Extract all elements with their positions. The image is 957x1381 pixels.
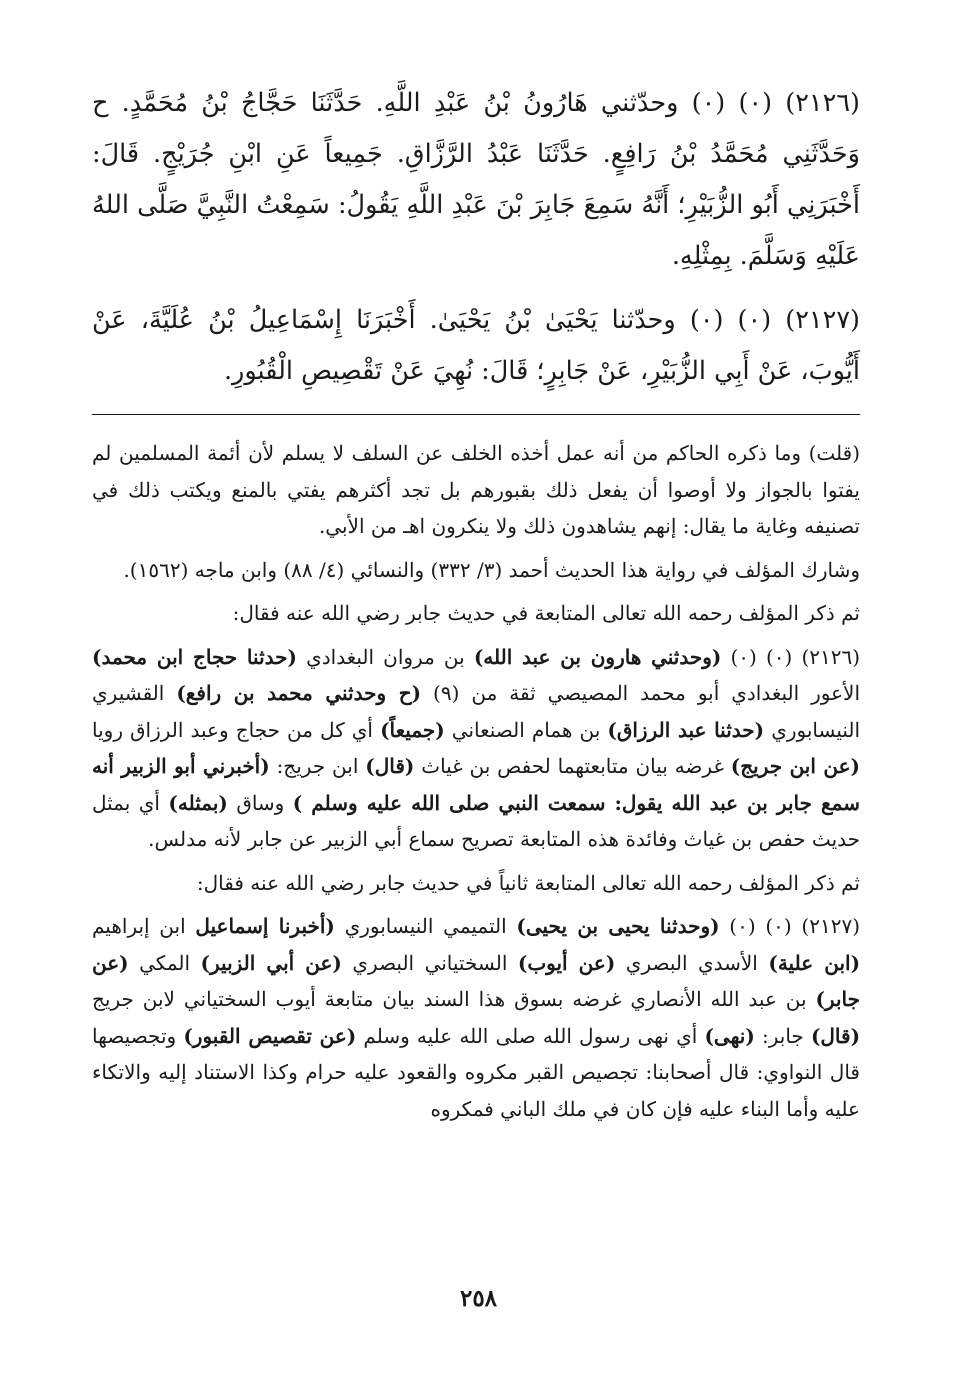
hadith-number: (٢١٢٧) (٠) (٠) — [689, 305, 860, 335]
footnote-divider — [92, 414, 860, 415]
commentary-bold-segment: (حدثنا عبد الرزاق) — [607, 717, 765, 742]
commentary-segment: جابر: — [761, 1023, 804, 1048]
hadith-2127 — [92, 295, 860, 397]
commentary-bold-segment: (عن أيوب) — [517, 950, 616, 975]
commentary-paragraph: ثم ذكر المؤلف رحمه الله تعالى المتابعة ثانياً في حديث جابر رضي الله عنه فقال: — [196, 870, 860, 895]
commentary-bold-segment: (عن ابن جريج) — [730, 754, 860, 778]
commentary-bold-segment: (قال) — [365, 754, 415, 778]
commentary-segment: التميمي النيسابوري — [344, 914, 507, 938]
commentary-segment: بن مروان البغدادي — [306, 644, 465, 669]
commentary-segment: بن همام الصنعاني — [451, 717, 601, 742]
commentary-bold-segment: (عن تقصيص القبور) — [183, 1023, 357, 1048]
commentary-segment: ابن إبراهيم — [92, 914, 186, 938]
commentary-bold-segment: (عن جابر) — [92, 950, 860, 1011]
commentary-segment: بن عبد الله الأنصاري غرضه بسوق هذا السند بيان متابعة أيوب السختياني لابن جريج — [92, 987, 807, 1011]
commentary-paragraph: ثم ذكر المؤلف رحمه الله تعالى المتابعة في حديث جابر رضي الله عنه فقال: — [232, 601, 860, 625]
commentary-segment: وساق — [236, 790, 285, 815]
commentary-bold-segment: (حدثنا حجاج ابن محمد) — [92, 644, 297, 669]
hadith-number: (٢١٢٦) (٠) (٠) — [691, 88, 860, 118]
commentary-segment: المكي — [139, 950, 191, 975]
commentary-paragraph: (قلت) وما ذكره الحاكم من أنه عمل أخذه الخلف عن السلف لا يسلم لأن أئمة المسلمين لم يفتوا بالجواز ولا أوصوا أن يفعل ذلك بقبورهم بل تجد أكثرهم يفتي بالمنع ويكتب ذلك في تصنيفه وغاية ما يقال: إنهم يشاهدون ذلك ولا ينكرون اهـ من الأبي. — [92, 441, 860, 538]
commentary-bold-segment: (نهى) — [704, 1023, 755, 1048]
hadith-text: وحدّثني هَارُونُ بْنُ عَبْدِ اللَّهِ. حَدَّثَنَا حَجَّاجُ بْنُ مُحَمَّدٍ. ح وَحَدَّثَنِي مُحَمَّدُ بْنُ رَافِعٍ. حَدَّثَنَا عَبْدُ الرَّزَّاقِ. جَمِيعاً عَنِ ابْنِ جُرَيْجٍ. قَالَ: أَخْبَرَنِي أَبُو الزُّبَيْرِ؛ أَنَّهُ سَمِعَ جَابِرَ بْنَ عَبْدِ اللَّهِ يَقُولُ: سَمِعْتُ النَّبِيَّ صَلَّى اللهُ عَلَيْهِ وَسَلَّمَ. بِمِثْلِهِ. — [92, 88, 860, 271]
commentary-paragraph — [92, 908, 860, 1127]
commentary-paragraph — [92, 639, 860, 858]
commentary-bold-segment: (وحدثني هارون بن عبد الله) — [473, 644, 722, 669]
commentary-bold-segment: (عن أبي الزبير) — [200, 950, 342, 975]
commentary-segment: (٢١٢٦) (٠) (٠) — [730, 644, 861, 669]
commentary-paragraph: وشارك المؤلف في رواية هذا الحديث أحمد (٣/ ٣٣٢) والنسائي (٤/ ٨٨) وابن ماجه (١٥٦٢). — [123, 557, 860, 582]
commentary-segment: القشيري النيسابوري — [92, 681, 861, 742]
hadith-text: وحدّثنا يَحْيَىٰ بْنُ يَحْيَىٰ. أَخْبَرَنَا إِسْمَاعِيلُ بْنُ عُلَيَّةَ، عَنْ أَيُّوبَ، عَنْ أَبِي الزُّبَيْرِ، عَنْ جَابِرٍ؛ قَالَ: نُهِيَ عَنْ تَقْصِيصِ الْقُبُورِ. — [92, 305, 860, 386]
commentary-segment: وتجصيصها قال النواوي: قال أصحابنا: تجصيص القبر مكروه والقعود عليه حرام وكذا الاستناد إليه والاتكاء عليه وأما البناء عليه فإن كان في ملك الباني فمكروه — [92, 1023, 860, 1121]
commentary-segment: السختياني البصري — [352, 950, 508, 975]
hadith-2126 — [92, 78, 860, 282]
page-content — [92, 78, 860, 1134]
commentary-bold-segment: (ابن علية) — [768, 950, 861, 975]
commentary-segment: أي نهى رسول الله صلى الله عليه وسلم — [363, 1023, 698, 1048]
commentary-segment: غرضه بيان متابعتهما لحفص بن غياث — [421, 754, 724, 778]
commentary-segment: الأسدي البصري — [625, 950, 758, 975]
commentary-bold-segment: (ح وحدثني محمد بن رافع) — [176, 681, 422, 705]
commentary-bold-segment: (وحدثنا يحيى بن يحيى) — [516, 914, 720, 938]
commentary-bold-segment: (بمثله) — [168, 790, 228, 815]
commentary-segment: الأعور البغدادي أبو محمد المصيصي ثقة من (٩) — [433, 681, 861, 705]
commentary-bold-segment: (أخبرني أبو الزبير أنه سمع جابر بن عبد الله يقول: سمعت النبي صلى الله عليه وسلم ) — [92, 754, 860, 815]
commentary-bold-segment: (جميعاً) — [380, 717, 445, 742]
page-number: ٢٥٨ — [459, 1285, 498, 1312]
commentary-segment: ابن جريج: — [276, 754, 359, 778]
commentary-segment: أي بمثل حديث حفص بن غياث وفائدة هذه المتابعة تصريح سماع أبي الزبير عن جابر لأنه مدلس. — [92, 790, 860, 851]
commentary-bold-segment: (قال) — [810, 1023, 861, 1048]
commentary-segment: (٢١٢٧) (٠) (٠) — [729, 914, 861, 938]
commentary-bold-segment: (أخبرنا إسماعيل — [195, 914, 335, 938]
commentary-segment: أي كل من حجاج وعبد الرزاق رويا — [92, 717, 373, 742]
